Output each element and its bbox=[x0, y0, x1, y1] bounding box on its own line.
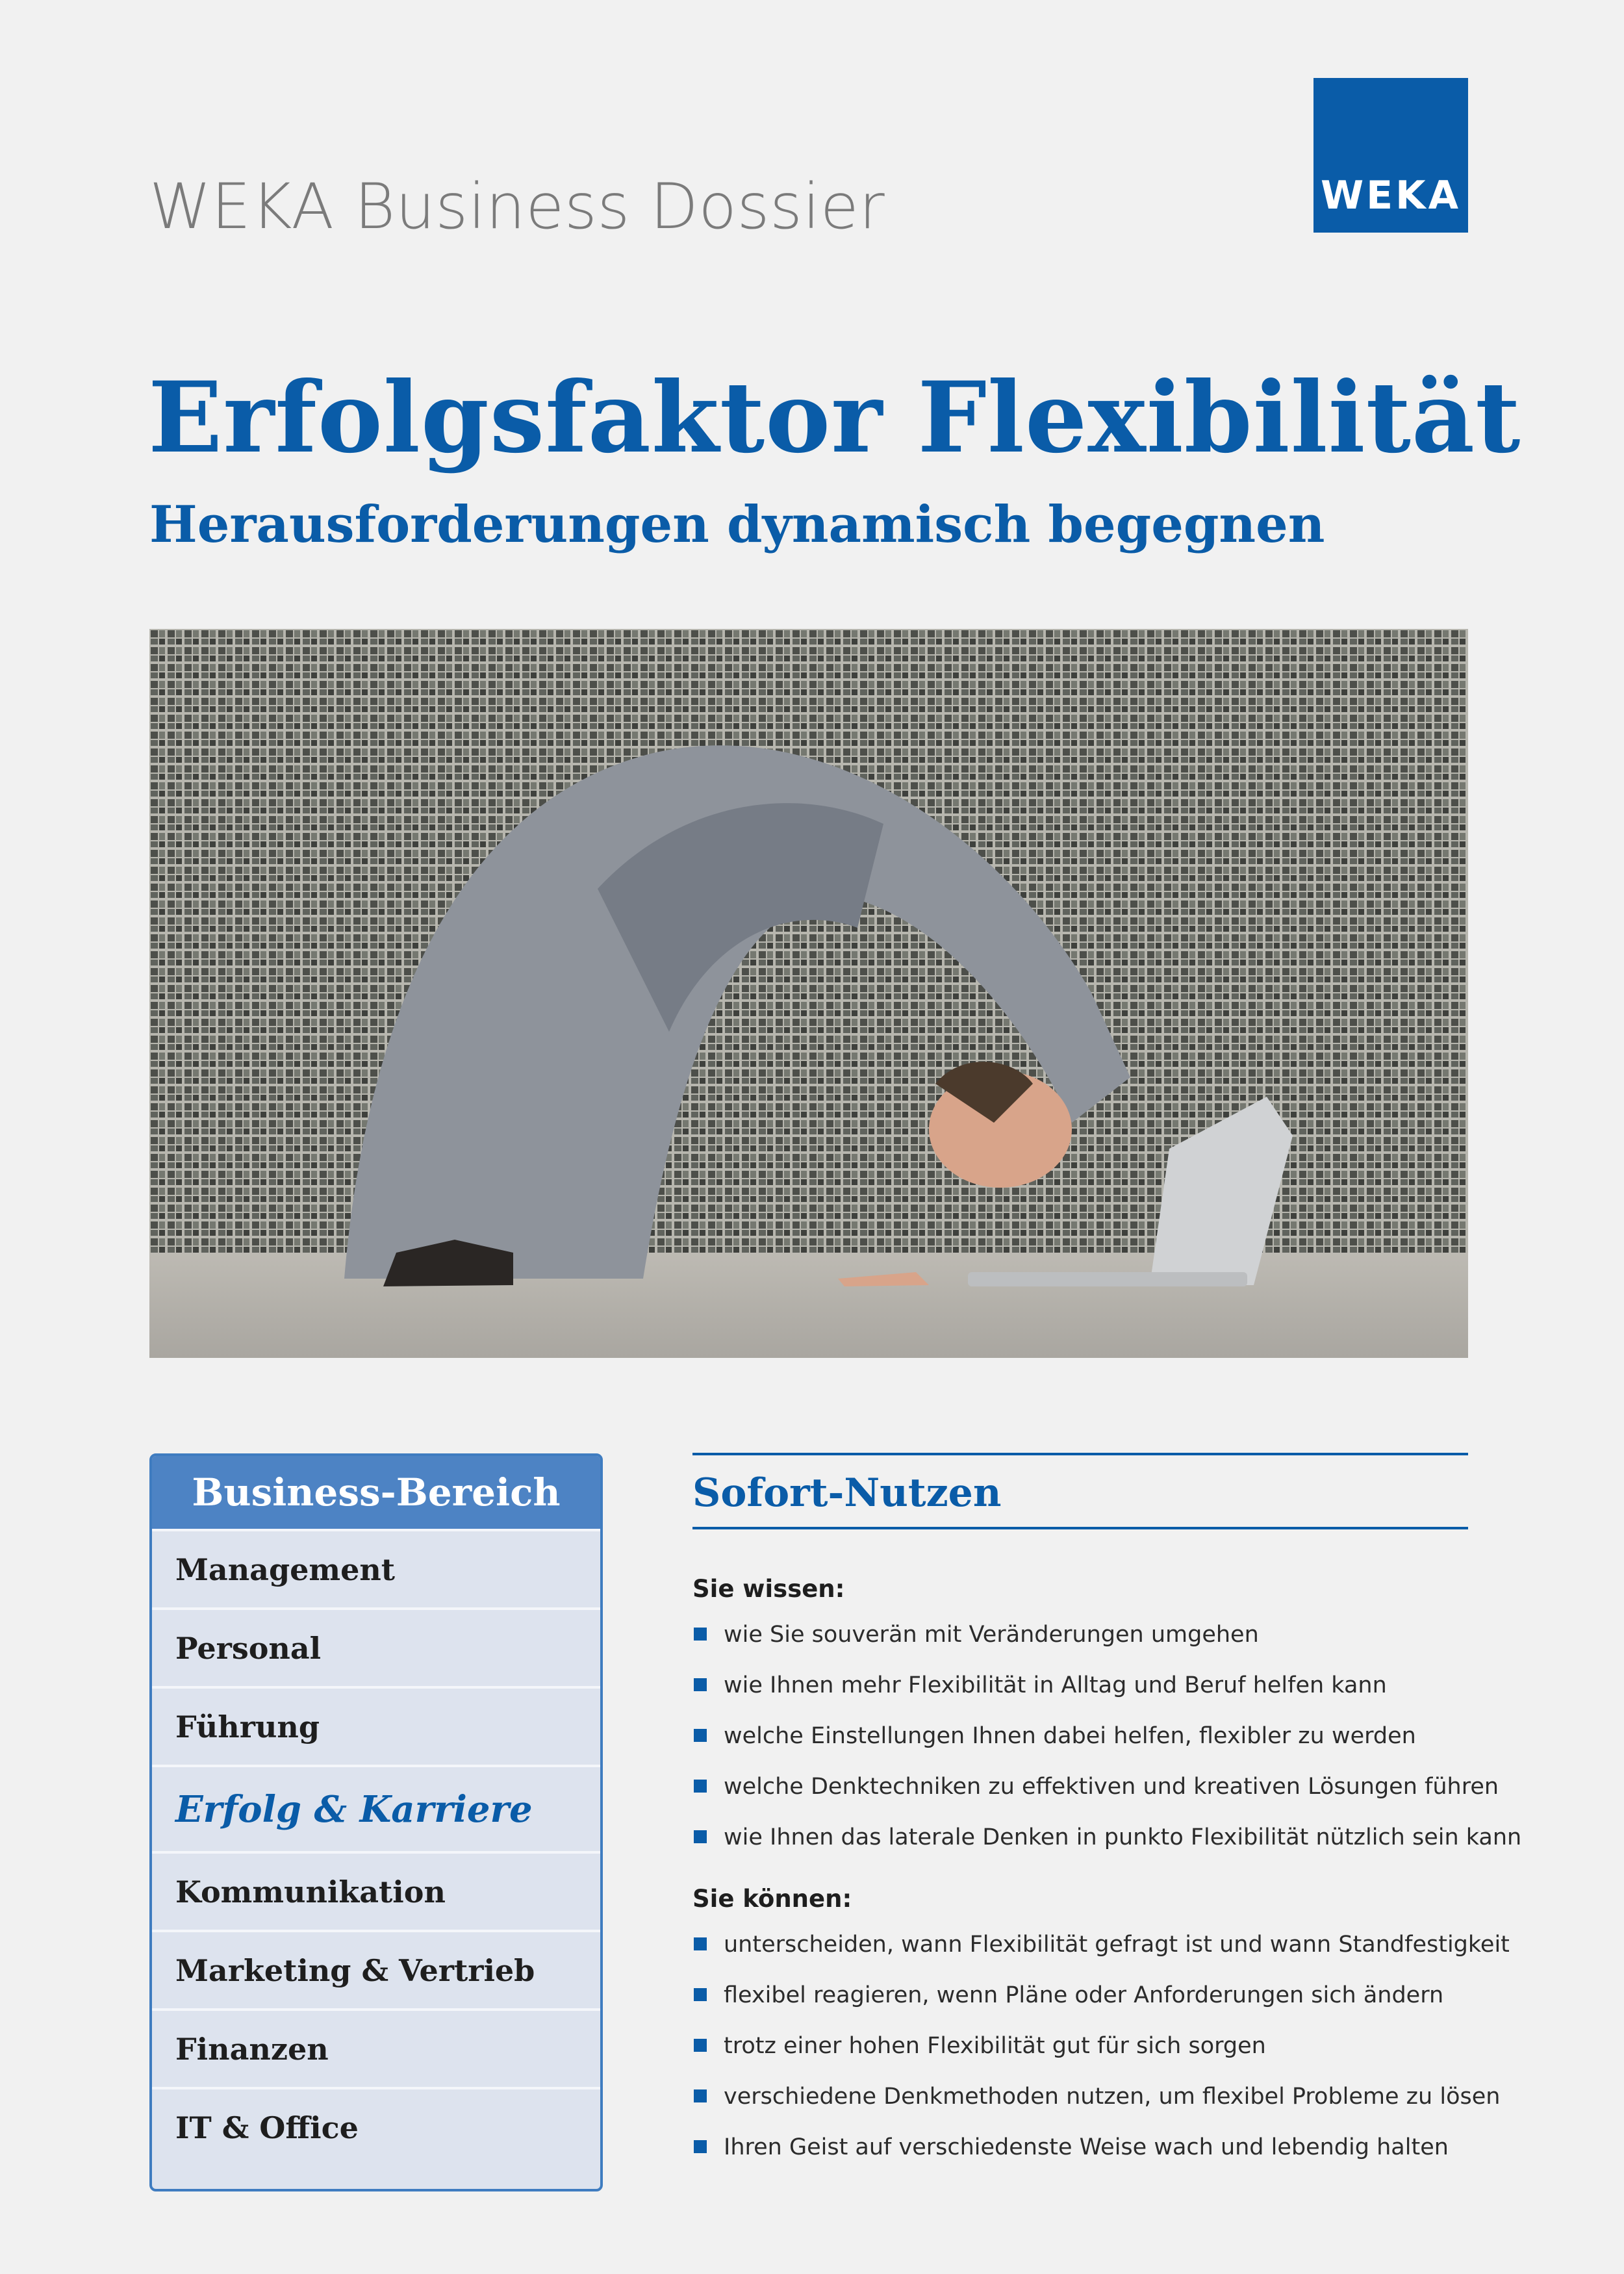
list-item bbox=[692, 2071, 1501, 2122]
bullet-square-icon bbox=[694, 1678, 707, 1691]
list-item bbox=[692, 2021, 1468, 2071]
bottom-rule bbox=[692, 1527, 1468, 1529]
series-title: WEKA Business Dossier bbox=[149, 170, 885, 243]
list-item-text: unterscheiden, wann Flexibilität gefragt ist und wann Standfestigkeit bbox=[724, 1932, 1510, 1958]
list-item-text: flexibel reagieren, wenn Pläne oder Anforderungen sich ändern bbox=[724, 1982, 1444, 2008]
bullet-square-icon bbox=[694, 1937, 707, 1950]
list-item-text: wie Sie souverän mit Veränderungen umgehen bbox=[724, 1622, 1259, 1648]
list-item-text: wie Ihnen das laterale Denken in punkto Flexibilität nützlich sein kann bbox=[724, 1824, 1522, 1850]
list-item-text: welche Denktechniken zu effektiven und kreativen Lösungen führen bbox=[724, 1774, 1499, 1800]
list-item-text: verschiedene Denkmethoden nutzen, um flexibel Probleme zu lösen bbox=[724, 2084, 1501, 2110]
can-list bbox=[692, 1919, 1510, 2173]
weka-logo bbox=[1313, 78, 1468, 233]
business-area-item-finanzen: Finanzen bbox=[152, 2008, 600, 2087]
business-area-item-fuehrung: Führung bbox=[152, 1686, 600, 1765]
bullet-square-icon bbox=[694, 1830, 707, 1843]
business-area-item-marketing-vertrieb: Marketing & Vertrieb bbox=[152, 1930, 600, 2008]
list-item bbox=[692, 1609, 1468, 1660]
business-area-item-personal: Personal bbox=[152, 1607, 600, 1686]
list-item bbox=[692, 1919, 1510, 1970]
know-heading: Sie wissen: bbox=[692, 1575, 845, 1603]
business-area-item-it-office: IT & Office bbox=[152, 2087, 600, 2165]
business-area-heading: Business-Bereich bbox=[152, 1456, 600, 1529]
list-item bbox=[692, 1812, 1522, 1863]
bullet-square-icon bbox=[694, 2140, 707, 2153]
bullet-square-icon bbox=[694, 1628, 707, 1641]
bullet-square-icon bbox=[694, 2039, 707, 2052]
book-subtitle: Herausforderungen dynamisch begegnen bbox=[149, 495, 1325, 554]
list-item-text: trotz einer hohen Flexibilität gut für sich sorgen bbox=[724, 2033, 1266, 2059]
bullet-square-icon bbox=[694, 1729, 707, 1742]
bullet-square-icon bbox=[694, 1780, 707, 1793]
business-area-item-erfolg-karriere: Erfolg & Karriere bbox=[152, 1765, 600, 1851]
logo-text: WEKA bbox=[1320, 173, 1462, 218]
cover-photo bbox=[149, 629, 1468, 1358]
business-area-item-management: Management bbox=[152, 1529, 600, 1607]
can-heading: Sie können: bbox=[692, 1885, 852, 1913]
list-item-text: wie Ihnen mehr Flexibilität in Alltag und Beruf helfen kann bbox=[724, 1672, 1387, 1698]
list-item bbox=[692, 1711, 1468, 1761]
list-item-text: Ihren Geist auf verschiedenste Weise wach und lebendig halten bbox=[724, 2134, 1449, 2160]
know-list bbox=[692, 1609, 1522, 1863]
list-item-text: welche Einstellungen Ihnen dabei helfen, flexibler zu werden bbox=[724, 1723, 1416, 1749]
sofort-nutzen-heading: Sofort-Nutzen bbox=[692, 1470, 1002, 1516]
bullet-square-icon bbox=[694, 2089, 707, 2102]
list-item bbox=[692, 2122, 1468, 2173]
book-title: Erfolgsfaktor Flexibilität bbox=[148, 361, 1521, 475]
list-item bbox=[692, 1761, 1499, 1812]
list-item bbox=[692, 1660, 1468, 1711]
business-area-item-kommunikation: Kommunikation bbox=[152, 1851, 600, 1930]
bullet-square-icon bbox=[694, 1988, 707, 2001]
list-item bbox=[692, 1970, 1468, 2021]
business-area-panel bbox=[149, 1453, 603, 2191]
sofort-nutzen-section bbox=[692, 1453, 1522, 2173]
